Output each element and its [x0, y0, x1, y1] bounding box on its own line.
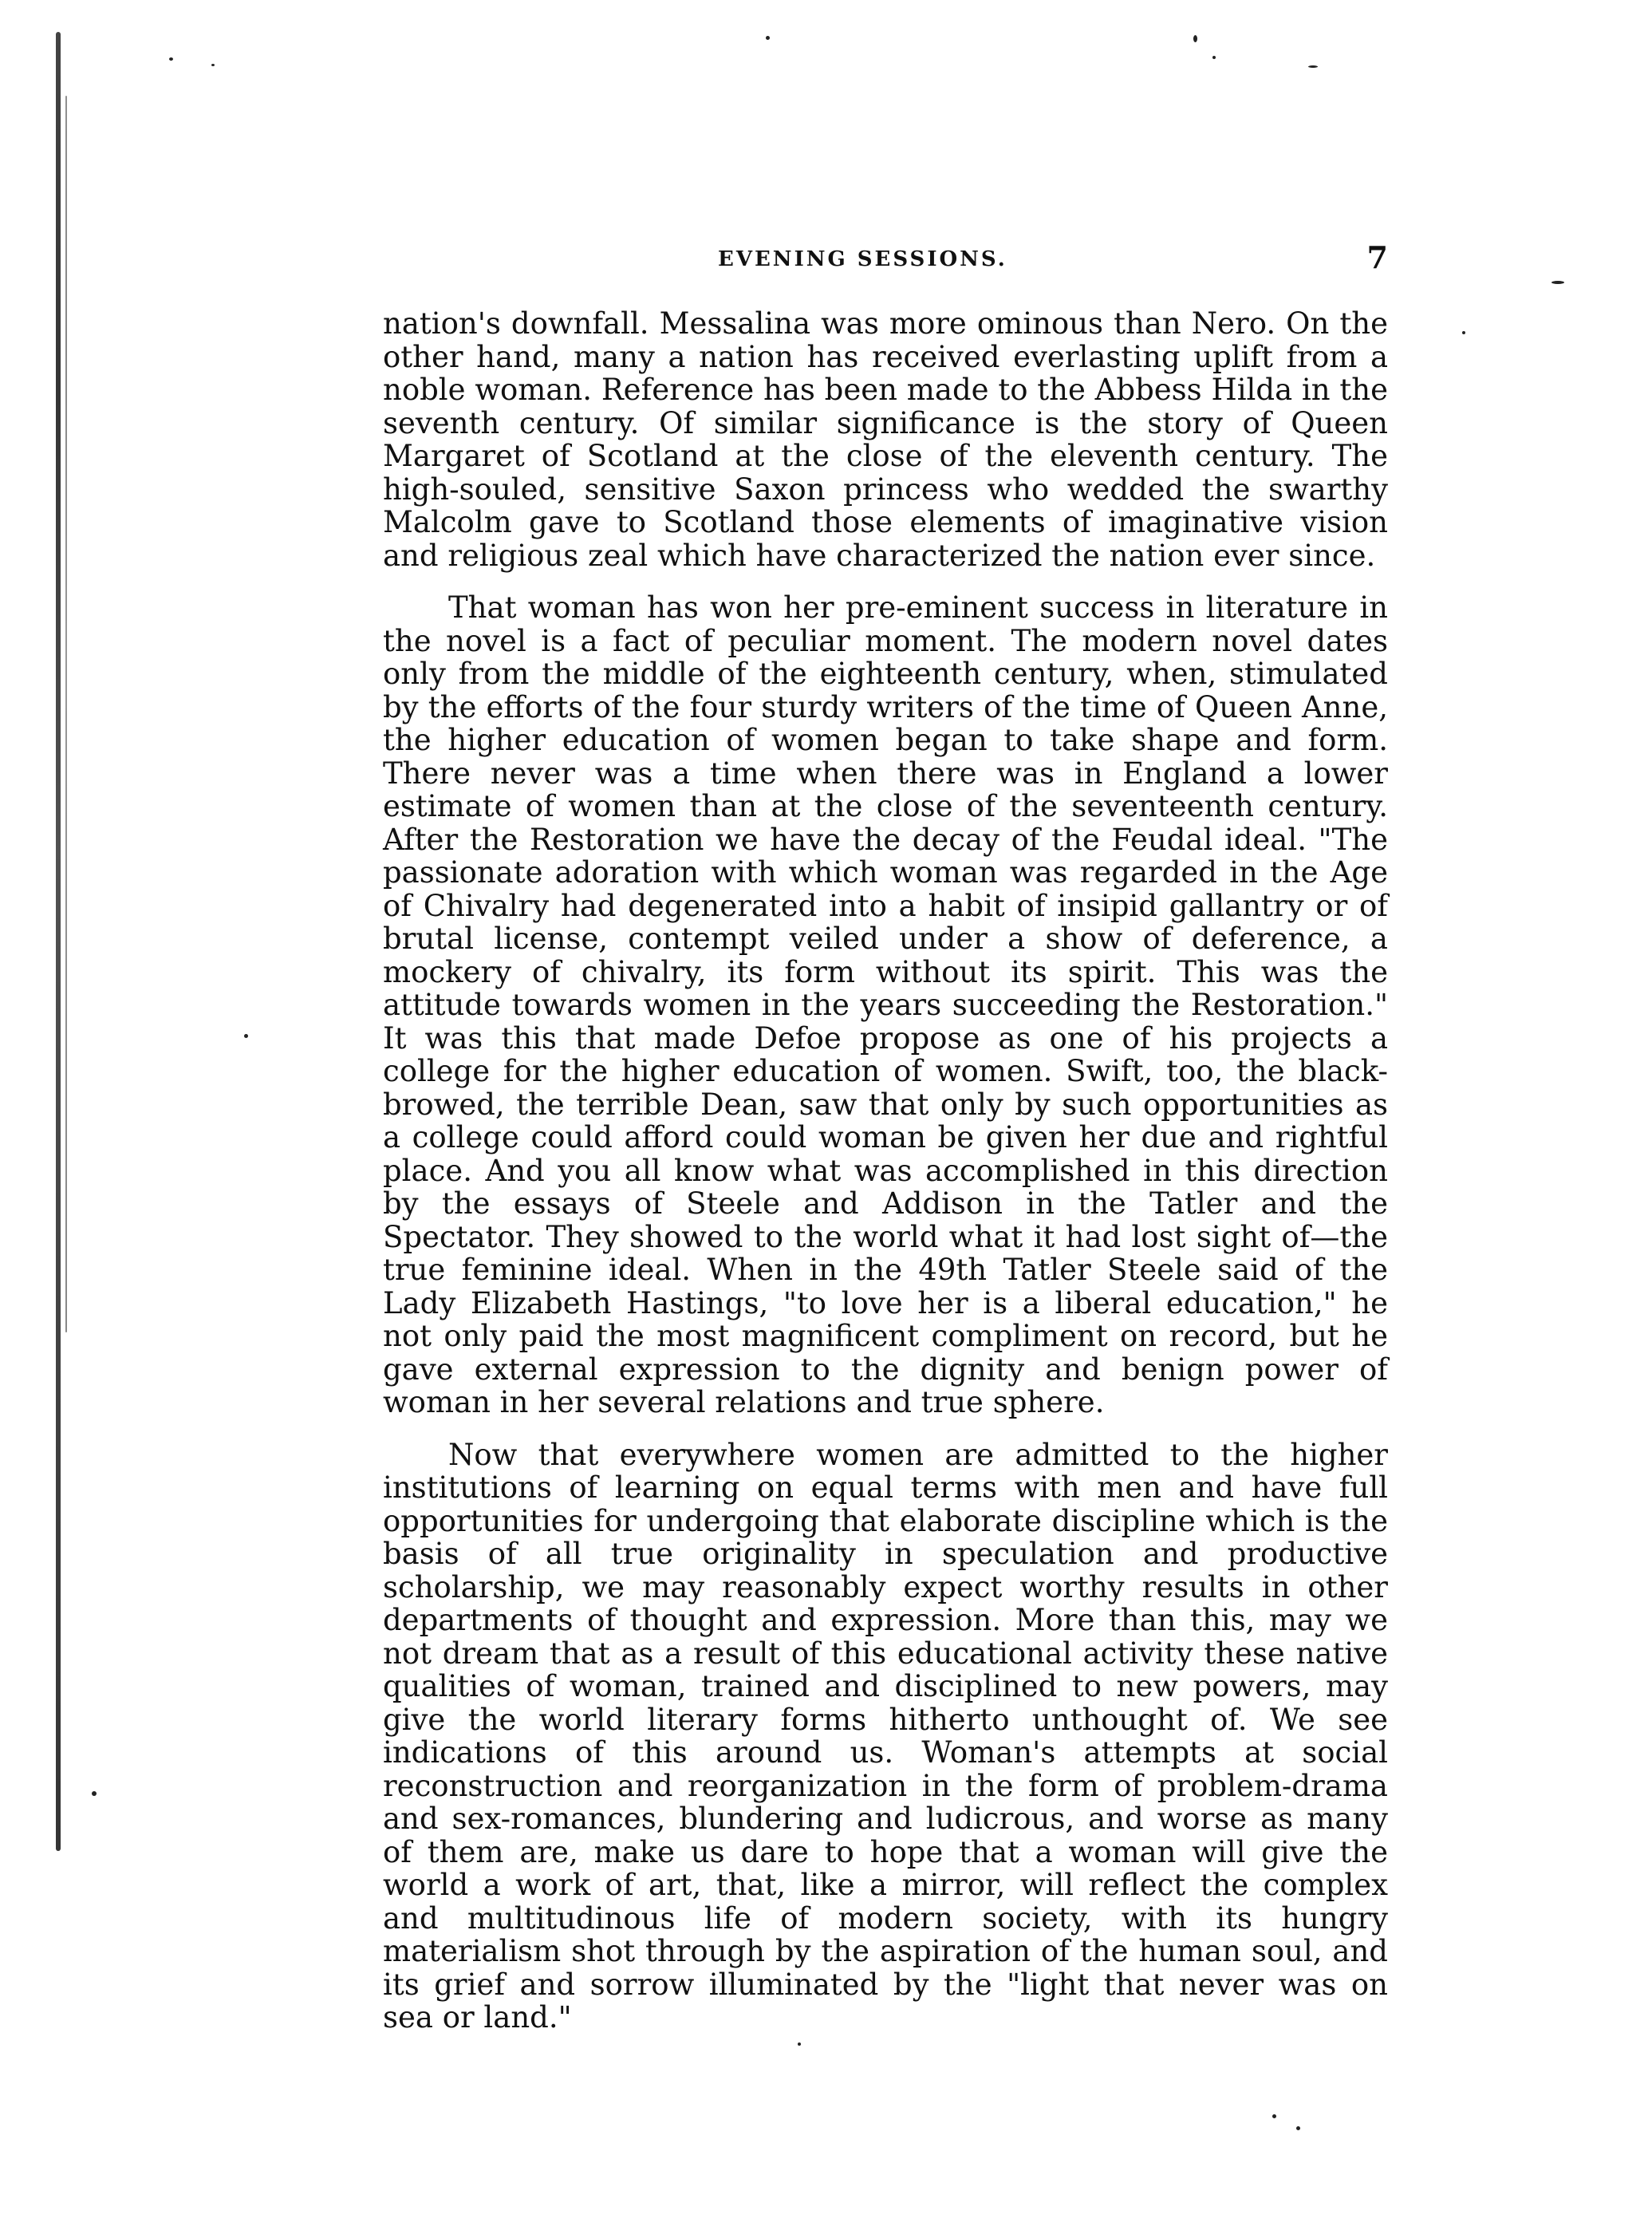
scan-speck [1212, 56, 1216, 59]
scan-speck [244, 1034, 248, 1038]
scan-speck [798, 2042, 801, 2046]
scan-speck [1462, 331, 1465, 334]
scan-binding-edge [56, 32, 61, 1851]
scan-speck [766, 36, 770, 40]
scan-speck [1272, 2114, 1276, 2118]
body-text [383, 307, 1388, 2035]
scan-speck [169, 57, 173, 61]
paragraph: nation's downfall. Messalina was more ominous than Nero. On the other hand, many a nation has received everlasting uplift from a noble woman. Reference has been made to the Abbess Hilda in the seventh century. Of similar significance is the story of Queen Margaret of Scotland at the close of the eleventh century. The high-souled, sensitive Saxon princess who wedded the swarthy Malcolm gave to Scotland those elements of imaginative vision and religious zeal which have characterized the nation ever since. [383, 306, 1388, 573]
scan-speck [1296, 2126, 1300, 2130]
scan-speck [211, 64, 215, 66]
scan-speck [92, 1791, 97, 1796]
page-header [383, 239, 1388, 279]
running-head: EVENING SESSIONS. [718, 247, 1007, 271]
scan-speck [1551, 281, 1564, 284]
scan-speck [1193, 35, 1197, 42]
page-number: 7 [1366, 239, 1388, 275]
paragraph: That woman has won her pre-eminent success in literature in the novel is a fact of peculiar moment. The modern novel dates only from the middle of the eighteenth century, when, stimulated by the efforts of the four sturdy writers of the time of Queen Anne, the higher education of women began to take shape and form. There never was a time when there was in England a lower estimate of women than at the close of the seventeenth century. After the Restoration we have the decay of the Feudal ideal. "The passionate adoration with which woman was regarded in the Age of Chivalry had degenerated into a habit of insipid gallantry or of brutal license, contempt veiled under a show of deference, a mockery of chivalry, its form without its spirit. This was the attitude towards women in the years succeeding the Restoration." It was this that made Defoe propose as one of his projects a college for the higher education of women. Swift, too, the black-browed, the terrible Dean, saw that only by such opportunities as a college could afford could woman be given her due and rightful place. And you all know what was accomplished in this direction by the essays of Steele and Addison in the Tatler and the Spectator. They showed to the world what it had lost sight of—the true feminine ideal. When in the 49th Tatler Steele said of the Lady Elizabeth Hastings, "to love her is a liberal education," he not only paid the most magnificent compliment on record, but he gave external expression to the dignity and benign power of woman in her several relations and true sphere. [383, 590, 1388, 1419]
paragraph: Now that everywhere women are admitted to the higher institutions of learning on equal terms with men and have full opportunities for undergoing that elaborate discipline which is the basis of all true originality in speculation and productive scholarship, we may reasonably expect worthy results in other departments of thought and expression. More than this, may we not dream that as a result of this educational activity these native qualities of woman, trained and disciplined to new powers, may give the world literary forms hitherto unthought of. We see indications of this around us. Woman's attempts at social reconstruction and reorganization in the form of problem-drama and sex-romances, blundering and ludicrous, and worse as many of them are, make us dare to hope that a woman will give the world a work of art, that, like a mirror, will reflect the complex and multitudinous life of modern society, with its hungry materialism shot through by the aspiration of the human soul, and its grief and sorrow illuminated by the "light that never was on sea or land." [383, 1437, 1388, 2035]
scan-binding-shadow [65, 96, 67, 1332]
scan-speck [1308, 65, 1318, 68]
